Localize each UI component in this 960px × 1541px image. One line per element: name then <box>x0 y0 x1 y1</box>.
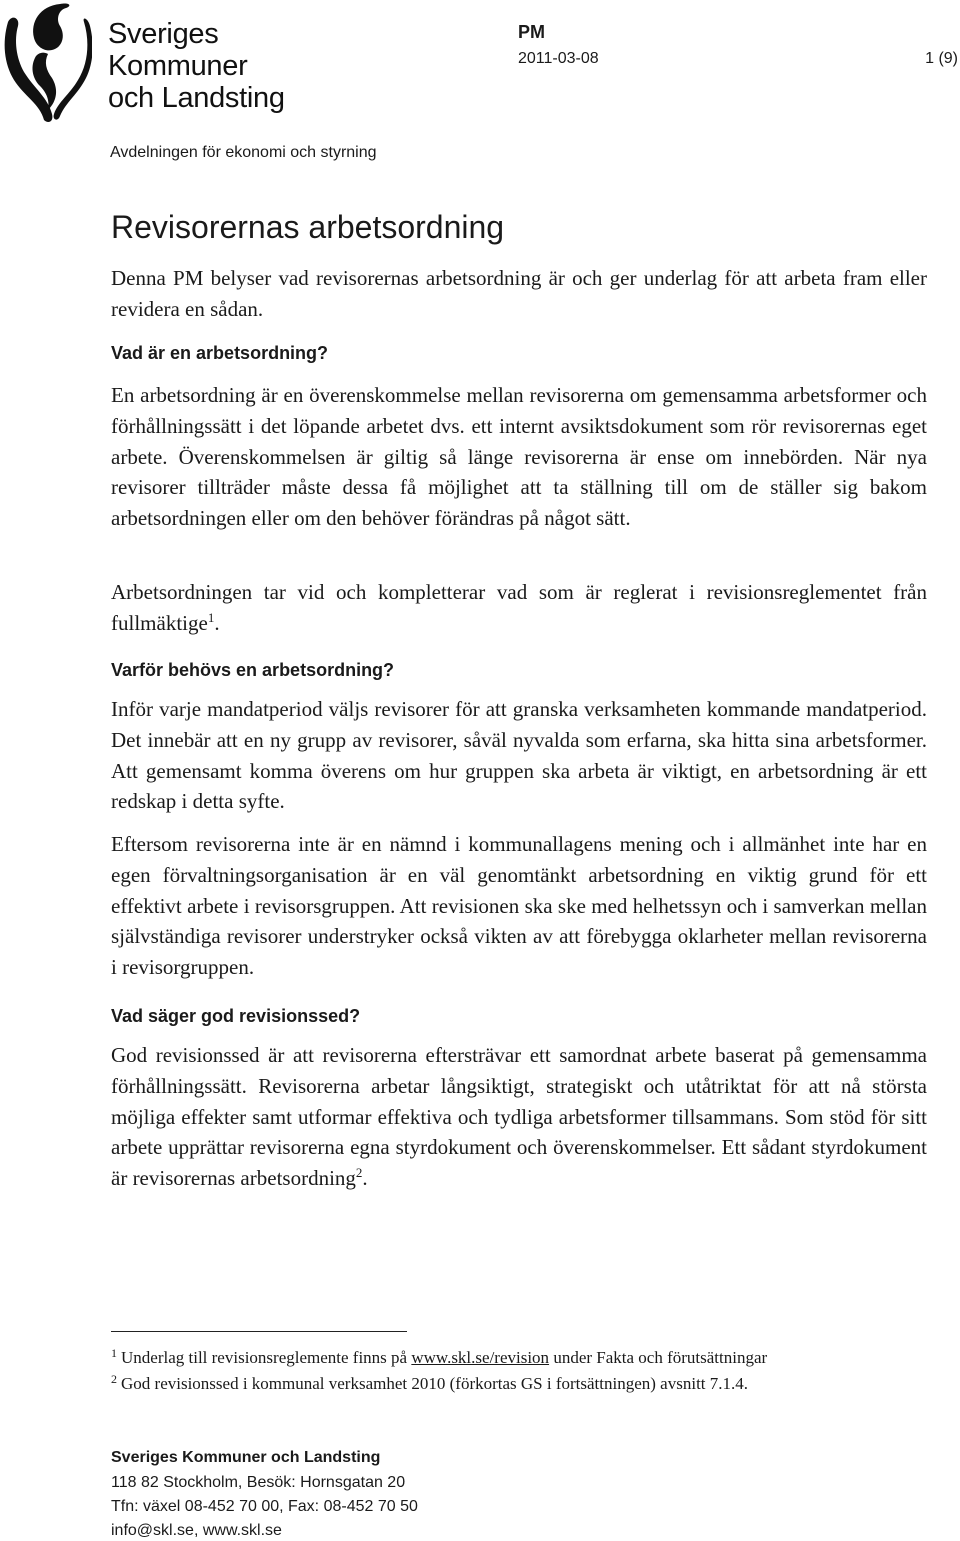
footnote-mark: 2 <box>111 1372 117 1386</box>
revision-link[interactable]: www.skl.se/revision <box>411 1348 550 1367</box>
section-paragraph: En arbetsordning är en överenskommelse mellan revisorerna om gemensamma arbetsformer och förhållningssätt i det löpande arbetet dvs. ett internt avsiktsdokument som rör revisorernas eget arbete. Överenskommelsen är giltig så länge revisorerna är ense om innebörden. När nya revisorer tillträder måste dessa få möjlighet att ta ställning till om de ställer sig bakom arbetsordningen eller om den behöver förändras på något sätt. <box>111 383 927 531</box>
footnote-mark: 1 <box>111 1346 117 1360</box>
footnote-ref: 1 <box>207 609 215 625</box>
document-type: PM <box>518 22 545 42</box>
paragraph-end: . <box>214 610 220 635</box>
section-paragraph <box>111 577 927 639</box>
footnote-divider <box>111 1331 407 1332</box>
logo-wordmark <box>108 18 285 114</box>
skl-logo-icon <box>0 2 92 124</box>
logo-line: Kommuner <box>108 50 248 82</box>
paragraph-text: God revisionssed är att revisorerna eftersträvar ett samordnat arbete baserat på gemensamma förhållningssätt. Revisorerna arbetar långsiktigt, strategiskt och utåtriktat för att nå största möjliga effekter samt utformar effektiva och tydliga arbetsformer tillsammans. Som stöd för sitt arbete upprättar revisorerna egna styrdokument och överenskommelser. Ett sådant styrdokument är revisorernas arbetsordning <box>111 1043 927 1191</box>
footnote-text: God revisionssed i kommunal verksamhet 2010 (förkortas GS i fortsättningen) avsnitt 7.1.4. <box>121 1374 749 1393</box>
section-heading: Vad säger god revisionssed? <box>111 1006 361 1026</box>
section-heading: Varför behövs en arbetsordning? <box>111 660 395 680</box>
footnote-text: Underlag till revisionsreglemente finns på <box>121 1348 412 1367</box>
page-number: 1 (9) <box>925 50 958 67</box>
footnote-text: under Fakta och förutsättningar <box>549 1348 768 1367</box>
paragraph-text: Arbetsordningen tar vid och kompletterar vad som är reglerat i revisionsreglementet från fullmäktige <box>111 580 927 635</box>
footnote-ref: 2 <box>355 1165 363 1181</box>
footer-org: Sveriges Kommuner och Landsting <box>111 1449 381 1466</box>
logo-line: Sveriges <box>108 18 219 50</box>
footer-phone: Tfn: växel 08-452 70 00, Fax: 08-452 70 50 <box>111 1498 418 1515</box>
page-title: Revisorernas arbetsordning <box>111 209 505 245</box>
footnote <box>111 1373 748 1395</box>
document-date: 2011-03-08 <box>518 50 599 67</box>
section-paragraph: Eftersom revisorerna inte är en nämnd i kommunallagens mening och i allmänhet inte har en egen förvaltningsorganisation är en väl genomtänkt arbetsordning en viktig grund för ett effektivt arbete i revisorsgruppen. Att revisionen ska ske med helhetssyn och i samverkan mellan självständiga revisorer understryker också vikten av att förebygga oklarheter mellan revisorerna i revisorgruppen. <box>111 832 927 980</box>
department: Avdelningen för ekonomi och styrning <box>110 144 377 161</box>
paragraph-end: . <box>362 1166 368 1191</box>
intro-paragraph: Denna PM belyser vad revisorernas arbetsordning är och ger underlag för att arbeta fram eller revidera en sådan. <box>111 266 927 321</box>
section-paragraph: Inför varje mandatperiod väljs revisorer för att granska verksamheten kommande mandatperiod. Det innebär att en ny grupp av revisorer, såväl nyvalda som erfarna, ska hitta sina arbetsformer. Att gemensamt komma överens om hur gruppen ska arbeta är viktigt, en arbetsordning är ett redskap i detta syfte. <box>111 697 927 814</box>
logo-line: och Landsting <box>108 82 285 114</box>
footer-address: 118 82 Stockholm, Besök: Hornsgatan 20 <box>111 1474 406 1491</box>
footer-web[interactable]: info@skl.se, www.skl.se <box>111 1522 282 1539</box>
section-heading: Vad är en arbetsordning? <box>111 343 329 363</box>
footnote <box>111 1347 767 1369</box>
section-paragraph <box>111 1040 927 1194</box>
